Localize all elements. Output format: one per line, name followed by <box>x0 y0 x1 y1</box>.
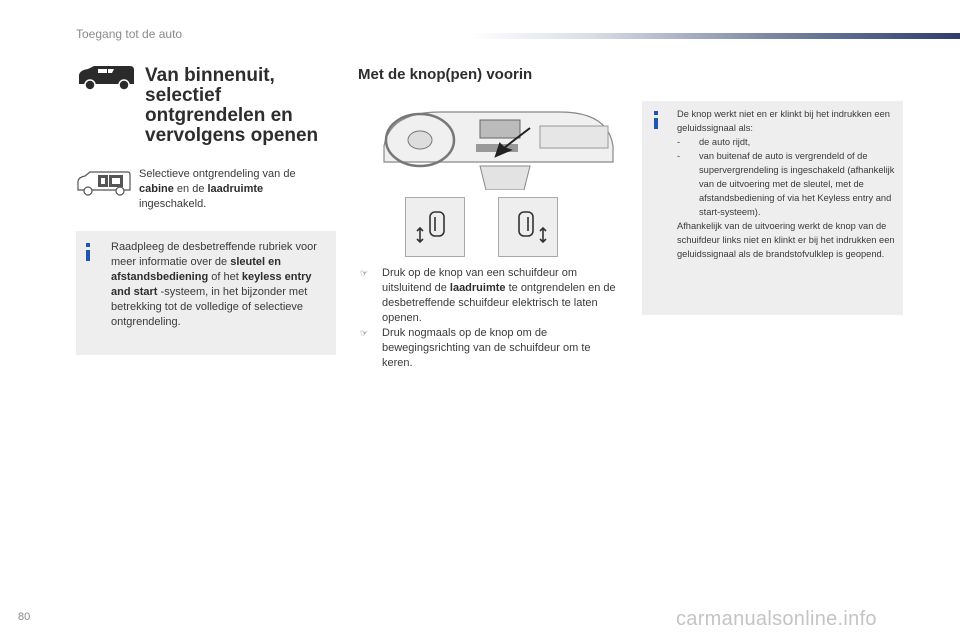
info-icon <box>654 111 658 129</box>
header-gradient-bar <box>470 33 960 39</box>
info-intro: De knop werkt niet en er klinkt bij het indrukken een geluidssignaal als: <box>677 109 890 133</box>
dashboard-illustration <box>380 106 617 190</box>
info-box-left <box>76 231 336 355</box>
sliding-door-button-right <box>498 197 558 257</box>
step-item: ☞ Druk op de knop van een schuifdeur om uitsluitend de laadruimte te ontgrendelen en de desbetreffende schuifdeur elektrisch te laten openen. <box>360 267 616 324</box>
sliding-door-button-left <box>405 197 465 257</box>
selective-unlock-text: Selectieve ontgrendeling van de cabine en de laadruimte ingeschakeld. <box>139 168 296 210</box>
step-item: ☞ Druk nogmaals op de knop om de bewegingsrichting van de schuifdeur om te keren. <box>360 327 591 369</box>
info-box-right <box>642 101 903 315</box>
list-item: - van buitenaf de auto is vergrendeld of de supervergrendeling is ingeschakeld (afhankelijk van de uitvoering met de sleutel, met de afstandsbediening of via het Keyless entry and start-systeem). <box>677 151 895 217</box>
pointer-icon: ☞ <box>360 268 369 278</box>
van-cargo-unlock-icon <box>76 170 132 196</box>
instruction-steps <box>358 266 620 371</box>
info-outro: Afhankelijk van de uitvoering werkt de knop van de schuifdeur links niet en klinkt er bij het indrukken een geluidssignaal als de brandstofvulklep is geopend. <box>677 221 895 259</box>
watermark: carmanualsonline.info <box>676 608 877 630</box>
page-number: 80 <box>18 611 31 623</box>
pointer-icon: ☞ <box>360 328 369 338</box>
info-text-right <box>677 107 899 261</box>
section-heading-right: Met de knop(pen) voorin <box>358 66 533 83</box>
running-header: Toegang tot de auto <box>76 27 183 41</box>
info-icon <box>86 243 90 261</box>
list-item: - de auto rijdt, <box>677 137 751 147</box>
van-icon <box>76 64 138 92</box>
info-text-left: Raadpleeg de desbetreffende rubriek voor meer informatie over de sleutel en afstandsbediening of het keyless entry and start -systeem, in het bijzonder met betrekking tot de volledige of selectieve ontgrendeling. <box>111 241 317 328</box>
section-heading-left: Van binnenuit, selectief ontgrendelen en vervolgens openen <box>145 65 319 146</box>
